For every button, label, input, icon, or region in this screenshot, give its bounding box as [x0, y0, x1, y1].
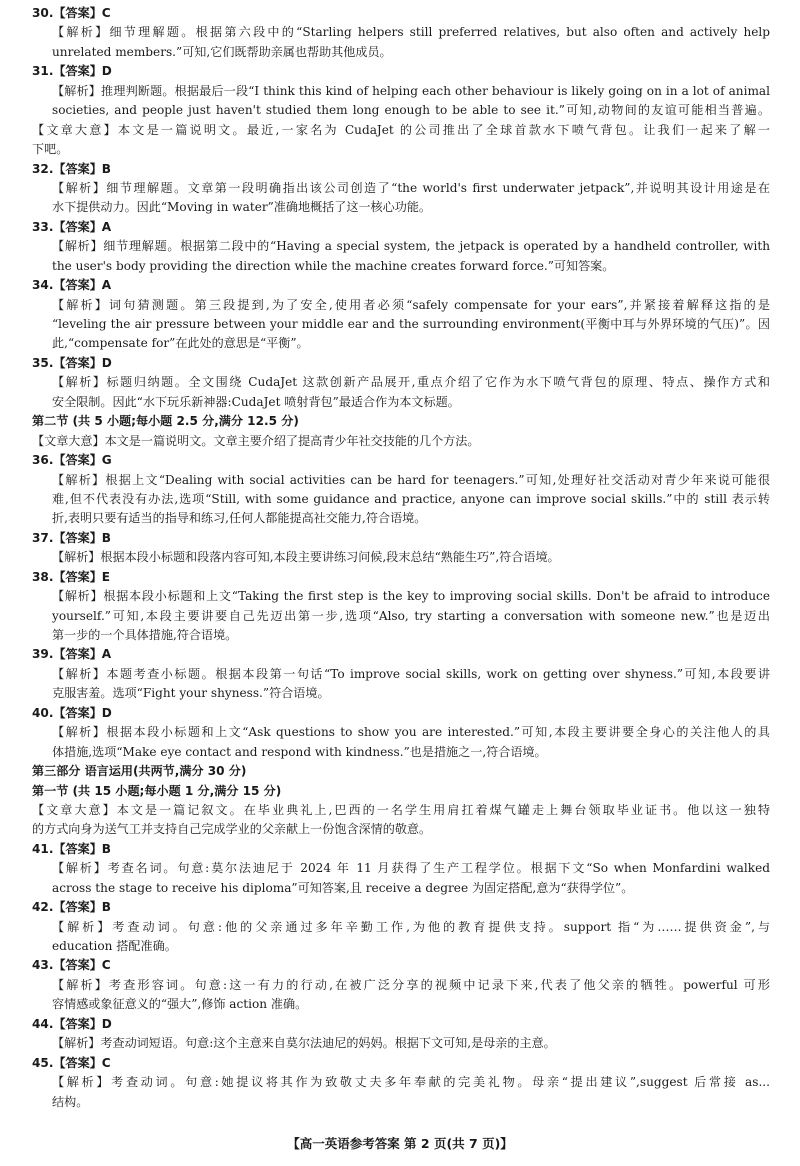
section-heading-line: 39.【答案】A: [32, 647, 112, 662]
section-heading-line: 第一节 (共 15 小题;每小题 1 分,满分 15 分): [32, 783, 282, 798]
text-line: 第一步的一个具体措施,符合语境。: [52, 628, 238, 642]
text-line: 【解析】考查动词短语。句意:这个主意来自莫尔法迪尼的妈妈。根据下文可知,是母亲的主意。: [52, 1036, 556, 1051]
text-line: “leveling the air pressure between your middle ear and the surrounding environment(平衡中耳与外界环境的气压)”。因: [52, 317, 770, 331]
section-heading-line: 41.【答案】B: [32, 841, 112, 856]
section-heading-line: 34.【答案】A: [32, 278, 112, 293]
text-line: 结构。: [52, 1094, 89, 1109]
text-line: 【解析】细节理解题。根据第六段中的“Starling helpers still preferred relatives, but also often and actively help: [52, 25, 770, 40]
text-line: 【解析】根据上文“Dealing with social activities can be hard for teenagers.”可知,处理好社交活动对青少年来说可能很: [52, 472, 770, 487]
section-heading-line: 31.【答案】D: [32, 64, 112, 79]
section-heading-line: 40.【答案】D: [32, 705, 112, 720]
text-line: 【解析】根据本段小标题和上文“Taking the first step is the key to improving social skills. Don't be afraid to introduce: [52, 589, 770, 604]
section-heading-line: 35.【答案】D: [32, 355, 112, 370]
text-line: 【解析】根据本段小标题和段落内容可知,本段主要讲练习问候,段末总结“熟能生巧”,符合语境。: [52, 550, 560, 565]
text-line: 难,但不代表没有办法,选项“Still, with some guidance and practice, anyone can improve social skills.”中的 still 表示转: [52, 491, 770, 506]
section-heading-line: 30.【答案】C: [32, 6, 111, 20]
text-line: education 搭配准确。: [52, 939, 177, 953]
text-line: unrelated members.”可知,它们既帮助亲属也帮助其他成员。: [52, 44, 392, 59]
text-line: 容情感或象征意义的“强大”,修饰 action 准确。: [52, 997, 308, 1012]
answer-key-page: [0, 4, 800, 1112]
section-heading-line: 32.【答案】B: [32, 161, 112, 176]
text-line: 【解析】考查动词。句意:他的父亲通过多年辛勤工作,为他的教育提供支持。support 指“为……提供资金”,与: [52, 919, 770, 934]
text-line: 【解析】细节理解题。文章第一段明确指出该公司创造了“the world's first underwater jetpack”,并说明其设计用途是在: [52, 180, 770, 195]
section-heading-line: 37.【答案】B: [32, 530, 112, 545]
text-line: across the stage to receive his diploma”可知答案,且 receive a degree 为固定搭配,意为“获得学位”。: [52, 880, 634, 895]
text-line: 【文章大意】本文是一篇说明文。文章主要介绍了提高青少年社交技能的几个方法。: [32, 433, 480, 448]
text-line: 【解析】考查形容词。句意:这一有力的行动,在被广泛分享的视频中记录下来,代表了他父亲的牺牲。powerful 可形: [52, 977, 770, 992]
text-line: 【文章大意】本文是一篇说明文。最近,一家名为 CudaJet 的公司推出了全球首款水下喷气背包。让我们一起来了解一: [32, 122, 770, 137]
section-heading-line: 43.【答案】C: [32, 958, 111, 973]
text-line: 【解析】考查动词。句意:她提议将其作为致敬丈夫多年奉献的完美礼物。母亲“提出建议”,suggest 后常接 as...: [52, 1075, 770, 1090]
text-line: yourself.”可知,本段主要讲要自己先迈出第一步,选项“Also, try starting a conversation with someone new.”也是迈出: [52, 608, 770, 623]
section-heading-line: 33.【答案】A: [32, 219, 112, 234]
text-line: 【文章大意】本文是一篇记叙文。在毕业典礼上,巴西的一名学生用肩扛着煤气罐走上舞台领取毕业证书。他以这一独特: [32, 802, 770, 817]
text-line: 水下提供动力。因此“Moving in water”准确地概括了这一核心功能。: [52, 200, 432, 215]
text-line: the user's body providing the direction while the machine creates forward force.”可知答案。: [52, 258, 615, 273]
text-line: 【解析】细节理解题。根据第二段中的“Having a special system, the jetpack is operated by a handheld controller, with: [52, 239, 770, 254]
section-heading-line: 42.【答案】B: [32, 900, 112, 915]
text-line: societies, and people just haven't studied them long enough to be able to see it.”可知,动物间的友谊可能相当普遍。: [52, 103, 770, 118]
text-line: 【解析】标题归纳题。全文围绕 CudaJet 这款创新产品展开,重点介绍了它作为水下喷气背包的原理、特点、操作方式和: [52, 375, 770, 390]
text-line: 【解析】根据本段小标题和上文“Ask questions to show you are interested.”可知,本段主要讲要全身心的关注他人的具: [52, 725, 770, 740]
section-heading-line: 45.【答案】C: [32, 1055, 111, 1070]
text-line: 折,表明只要有适当的指导和练习,任何人都能提高社交能力,符合语境。: [52, 511, 427, 526]
text-line: 安全限制。因此“水下玩乐新神器:CudaJet 喷射背包”最适合作为本文标题。: [52, 394, 460, 409]
section-heading-line: 38.【答案】E: [32, 569, 111, 584]
text-line: 的方式向身为送气工并支持自己完成学业的父亲献上一份饱含深情的敬意。: [32, 822, 432, 837]
section-heading-line: 44.【答案】D: [32, 1016, 112, 1031]
text-line: 下吧。: [32, 142, 69, 157]
text-line: 【解析】推理判断题。根据最后一段“I think this kind of helping each other behaviour is likely going on in a lot of animal: [52, 83, 770, 98]
text-line: 体措施,选项“Make eye contact and respond with kindness.”也是措施之一,符合语境。: [52, 744, 547, 759]
page-footer: 【高一英语参考答案 第 2 页(共 7 页)】: [287, 1136, 513, 1151]
text-line: 【解析】词句猜测题。第三段提到,为了安全,使用者必须“safely compensate for your ears”,并紧接着解释这指的是: [52, 297, 770, 312]
text-line: 此,“compensate for”在此处的意思是“平衡”。: [52, 336, 309, 351]
text-line: 【解析】考查名词。句意:莫尔法迪尼于 2024 年 11 月获得了生产工程学位。根据下文“So when Monfardini walked: [52, 861, 770, 876]
section-heading-line: 36.【答案】G: [32, 453, 112, 468]
text-line: 【解析】本题考查小标题。根据本段第一句话“To improve social skills, work on getting over shyness.”可知,本段要讲: [52, 666, 770, 681]
text-line: 克服害羞。选项“Fight your shyness.”符合语境。: [52, 686, 330, 701]
section-heading-line: 第三部分 语言运用(共两节,满分 30 分): [32, 764, 247, 779]
section-heading-line: 第二节 (共 5 小题;每小题 2.5 分,满分 12.5 分): [32, 414, 299, 429]
